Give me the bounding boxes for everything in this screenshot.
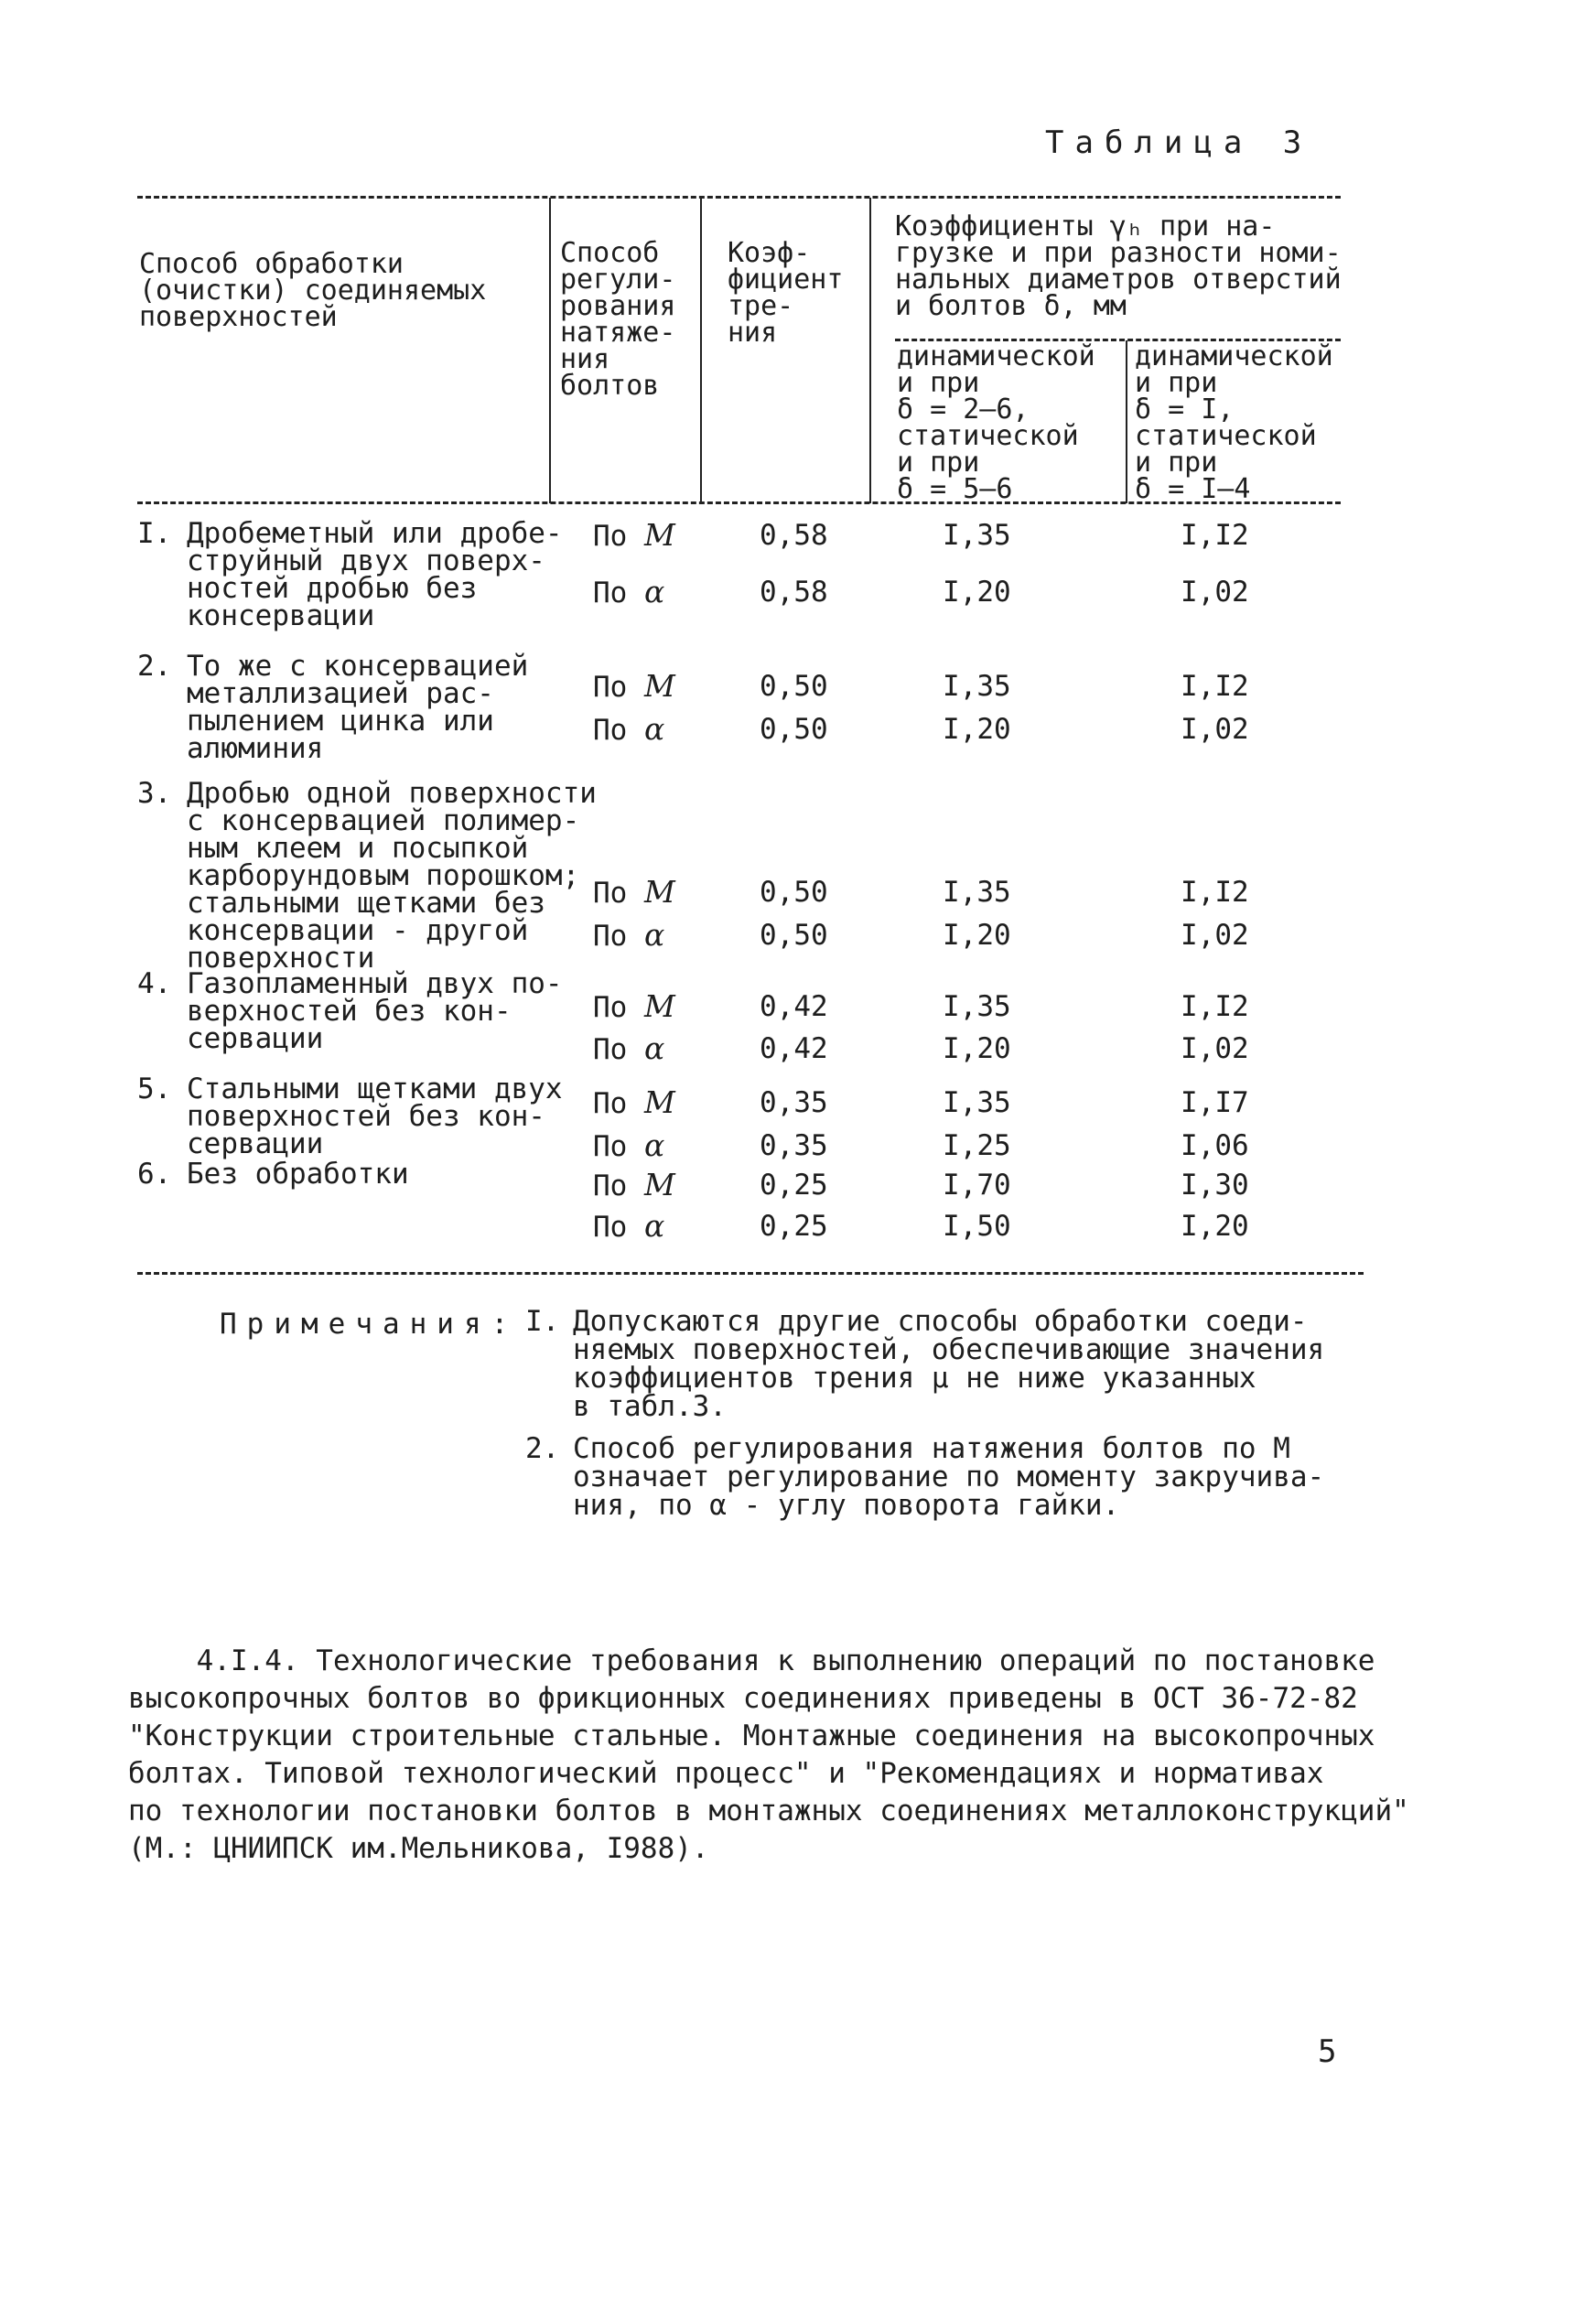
note-line: коэффициентов трения μ не ниже указанных (573, 1362, 1256, 1395)
tension-method-cell: По α (593, 1127, 665, 1163)
coefficient-2-cell: I,02 (1181, 576, 1249, 609)
notes-label: Примечания: (220, 1308, 519, 1341)
header-line: Коэффициенты γₕ при на- (895, 210, 1276, 243)
coefficient-2-cell: I,I2 (1181, 519, 1249, 552)
tension-method-cell: По α (593, 574, 665, 609)
coefficient-2-cell: I,02 (1181, 919, 1249, 952)
note-line: в табл.3. (573, 1390, 727, 1423)
table-top-rule (137, 196, 1341, 199)
note-item (525, 1432, 1325, 1522)
header-line: (очистки) соединяемых (139, 275, 487, 307)
row-number: 5. (137, 1073, 172, 1105)
friction-cell: 0,42 (760, 1032, 828, 1065)
coefficient-1-cell: I,20 (943, 1032, 1011, 1065)
coefficient-1-cell: I,20 (943, 919, 1011, 952)
header-line: поверхностей (139, 301, 338, 333)
method-symbol: M (644, 668, 675, 704)
header-line: динамической (1135, 340, 1333, 372)
row-name-line: сервации (187, 1022, 324, 1055)
method-symbol: α (644, 1030, 665, 1066)
header-line: Коэф- (728, 237, 811, 269)
note-line: ния, по α - углу поворота гайки. (573, 1489, 1120, 1522)
row-name-line: поверхности (187, 942, 375, 975)
row-name-line: пылением цинка или (187, 705, 494, 738)
row-name-line: консервации (187, 599, 375, 632)
row-name-line: металлизацией рас- (187, 677, 494, 710)
tension-method-cell: По α (593, 1208, 665, 1244)
table-title: Таблица 3 (1045, 124, 1313, 161)
tension-method-cell: По α (593, 711, 665, 747)
coefficient-1-cell: I,20 (943, 576, 1011, 609)
note-number: 2. (525, 1432, 560, 1465)
coefficient-1-cell: I,20 (943, 713, 1011, 746)
method-symbol: α (644, 1127, 665, 1163)
header-line: и при (1135, 447, 1218, 479)
table-bottom-rule (137, 1272, 1364, 1275)
coefficient-2-cell: I,30 (1181, 1169, 1249, 1202)
method-symbol: α (644, 1208, 665, 1244)
tension-method-cell: По α (593, 917, 665, 953)
header-surface-treatment (139, 248, 487, 333)
header-line: регули- (560, 264, 676, 296)
method-symbol: M (644, 874, 675, 910)
row-name-line: с консервацией полимер- (187, 804, 580, 837)
header-line: фициент (728, 264, 844, 296)
row-name-line: поверхностей без кон- (187, 1100, 545, 1133)
coefficient-2-cell: I,I7 (1181, 1086, 1249, 1119)
header-line: ния (728, 317, 778, 349)
header-line: ния (560, 343, 610, 375)
coefficient-2-cell: I,02 (1181, 1032, 1249, 1065)
row-number: 4. (137, 967, 172, 1000)
coefficient-1-cell: I,35 (943, 990, 1011, 1023)
row-number: I. (137, 517, 172, 550)
tension-method-cell: По M (593, 1167, 675, 1202)
header-friction-coefficient (728, 237, 844, 349)
coefficient-2-cell: I,I2 (1181, 876, 1249, 909)
table-row (137, 1158, 409, 1191)
coefficient-2-cell: I,02 (1181, 713, 1249, 746)
paragraph-line: по технологии постановки болтов в монтажных соединениях металлоконструкций" (128, 1795, 1409, 1827)
row-name-line: Без обработки (187, 1158, 409, 1191)
header-line: грузке и при разности номи- (895, 237, 1342, 269)
header-line: δ = 2–6, (897, 393, 1030, 426)
note-line: Способ регулирования натяжения болтов по M (573, 1432, 1290, 1465)
method-symbol: α (644, 711, 665, 747)
paragraph-line: болтах. Типовой технологический процесс" и "Рекомендациях и нормативах (128, 1757, 1324, 1790)
note-line: няемых поверхностей, обеспечивающие значения (573, 1333, 1325, 1366)
friction-cell: 0,25 (760, 1169, 828, 1202)
coefficient-1-cell: I,70 (943, 1169, 1011, 1202)
row-name-line: верхностей без кон- (187, 995, 512, 1028)
method-symbol: M (644, 517, 675, 553)
friction-cell: 0,58 (760, 576, 828, 609)
header-line: натяже- (560, 317, 676, 349)
row-name-line: струйный двух поверх- (187, 544, 545, 577)
row-number: 3. (137, 777, 172, 810)
coefficient-1-cell: I,35 (943, 519, 1011, 552)
table-row (137, 517, 563, 632)
row-name-line: сервации (187, 1127, 324, 1160)
header-line: статической (1135, 420, 1317, 452)
header-dynamic-2-6 (897, 340, 1095, 505)
friction-cell: 0,50 (760, 876, 828, 909)
paragraph-line: "Конструкции строительные стальные. Монтажные соединения на высокопрочных (128, 1719, 1375, 1752)
header-line: нальных диаметров отверстий (895, 264, 1342, 296)
header-line: и при (897, 367, 980, 399)
coefficient-2-cell: I,I2 (1181, 670, 1249, 703)
header-line: статической (897, 420, 1079, 452)
row-name-line: Дробью одной поверхности (187, 777, 597, 810)
tension-method-cell: По M (593, 988, 675, 1024)
row-name-line: карборундовым порошком; (187, 859, 580, 892)
paragraph-line: 4.I.4. Технологические требования к выполнению операций по постановке (128, 1644, 1375, 1677)
tension-method-cell: По M (593, 668, 675, 704)
row-name-line: Дробеметный или дробе- (187, 517, 563, 550)
header-line: тре- (728, 290, 794, 322)
coefficient-2-cell: I,I2 (1181, 990, 1249, 1023)
page-number: 5 (1318, 2033, 1337, 2070)
paragraph-line: высокопрочных болтов во фрикционных соединениях приведены в ОСТ 36-72-82 (128, 1682, 1358, 1715)
table-row (137, 967, 563, 1055)
friction-cell: 0,35 (760, 1129, 828, 1162)
friction-cell: 0,50 (760, 713, 828, 746)
table-row (137, 650, 529, 765)
friction-cell: 0,42 (760, 990, 828, 1023)
table-row (137, 1075, 563, 1158)
row-number: 6. (137, 1158, 172, 1191)
row-name-line: Стальными щетками двух (187, 1073, 563, 1105)
paragraph-4-1-4 (128, 1643, 1473, 1868)
column-divider-2 (700, 198, 702, 503)
coefficient-1-cell: I,35 (943, 1086, 1011, 1119)
method-symbol: α (644, 917, 665, 953)
tension-method-cell: По M (593, 874, 675, 910)
header-coefficient-group (895, 210, 1342, 322)
method-symbol: M (644, 1167, 675, 1202)
method-symbol: M (644, 1084, 675, 1120)
coefficient-2-cell: I,20 (1181, 1210, 1249, 1243)
tension-method-cell: По α (593, 1030, 665, 1066)
header-tension-method (560, 237, 676, 402)
row-name-line: То же с консервацией (187, 650, 529, 683)
row-name-line: ным клеем и посыпкой (187, 832, 529, 865)
friction-cell: 0,35 (760, 1086, 828, 1119)
friction-cell: 0,50 (760, 670, 828, 703)
method-symbol: M (644, 988, 675, 1024)
paragraph-line: (М.: ЦНИИПСК им.Мельникова, I988). (128, 1832, 709, 1865)
header-line: и болтов δ, мм (895, 290, 1127, 322)
note-number: I. (525, 1305, 560, 1338)
column-divider-1 (549, 198, 551, 503)
friction-cell: 0,25 (760, 1210, 828, 1243)
row-name-line: ностей дробью без (187, 572, 478, 605)
header-line: δ = I–4 (1135, 473, 1251, 505)
note-line: означает регулирование по моменту закручива- (573, 1461, 1325, 1493)
header-dynamic-1 (1135, 340, 1333, 505)
coefficient-1-cell: I,25 (943, 1129, 1011, 1162)
coefficient-1-cell: I,50 (943, 1210, 1011, 1243)
coefficient-2-cell: I,06 (1181, 1129, 1249, 1162)
column-divider-4 (1126, 340, 1127, 503)
friction-cell: 0,58 (760, 519, 828, 552)
coefficient-1-cell: I,35 (943, 876, 1011, 909)
coefficient-1-cell: I,35 (943, 670, 1011, 703)
header-line: δ = 5–6 (897, 473, 1013, 505)
header-line: δ = I, (1135, 393, 1235, 426)
header-line: динамической (897, 340, 1095, 372)
header-line: и при (897, 447, 980, 479)
tension-method-cell: По M (593, 517, 675, 553)
table-row (137, 777, 597, 975)
header-line: болтов (560, 370, 660, 402)
note-line: Допускаются другие способы обработки соеди- (573, 1305, 1308, 1338)
row-name-line: алюминия (187, 732, 324, 765)
note-item (525, 1305, 1325, 1423)
header-line: Способ обработки (139, 248, 404, 280)
row-name-line: стальными щетками без (187, 887, 545, 920)
row-name-line: Газопламенный двух по- (187, 967, 563, 1000)
header-line: рования (560, 290, 676, 322)
friction-cell: 0,50 (760, 919, 828, 952)
tension-method-cell: По M (593, 1084, 675, 1120)
row-name-line: консервации - другой (187, 914, 529, 947)
column-divider-3 (869, 198, 871, 503)
header-line: Способ (560, 237, 660, 269)
row-number: 2. (137, 650, 172, 683)
header-line: и при (1135, 367, 1218, 399)
method-symbol: α (644, 574, 665, 609)
